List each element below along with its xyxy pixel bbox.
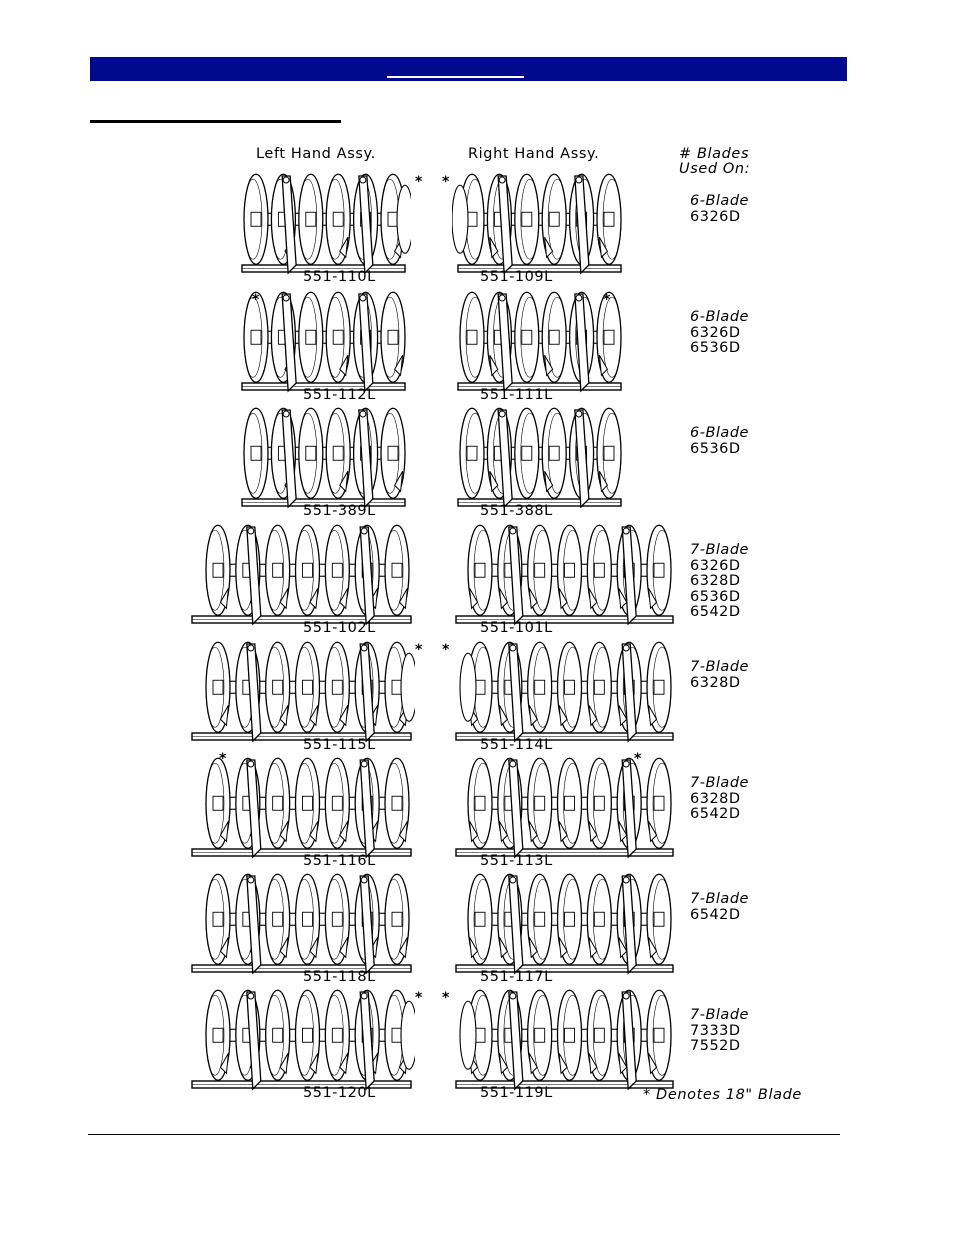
blade-count: 7-Blade bbox=[690, 775, 749, 791]
right-hand-assy-heading: Right Hand Assy. bbox=[468, 146, 600, 162]
used-on-list bbox=[690, 426, 749, 457]
left-part-number: 551-102L bbox=[303, 620, 376, 636]
left-hand-gang-drawing bbox=[236, 172, 411, 277]
model-number: 6328D bbox=[690, 674, 741, 691]
right-hand-gang-drawing bbox=[452, 172, 627, 277]
eighteen-inch-blade-marker: * bbox=[442, 174, 450, 190]
eighteen-inch-blade-marker: * bbox=[603, 292, 611, 308]
model-number: 6328D bbox=[690, 573, 741, 589]
model-number: 6326D bbox=[690, 208, 741, 225]
right-part-number: 551-101L bbox=[480, 620, 553, 636]
right-hand-gang-drawing bbox=[452, 640, 677, 745]
blade-size-note: * Denotes 18" Blade bbox=[643, 1087, 802, 1103]
model-number: 6326D bbox=[690, 557, 741, 574]
eighteen-inch-blade-marker: * bbox=[442, 990, 450, 1006]
right-part-number: 551-111L bbox=[480, 387, 553, 403]
right-part-number: 551-113L bbox=[480, 853, 553, 869]
left-part-number: 551-110L bbox=[303, 269, 376, 285]
model-number: 6326D bbox=[690, 324, 741, 341]
left-part-number: 551-120L bbox=[303, 1085, 376, 1101]
used-on-list bbox=[690, 1008, 749, 1055]
model-number: 6536D bbox=[690, 440, 741, 457]
model-number: 6542D bbox=[690, 806, 741, 822]
left-part-number: 551-116L bbox=[303, 853, 376, 869]
left-hand-gang-drawing bbox=[236, 290, 411, 395]
model-number: 6542D bbox=[690, 604, 741, 620]
left-hand-gang-drawing bbox=[190, 756, 415, 861]
blades-heading: # Blades bbox=[679, 146, 750, 162]
model-number: 7333D bbox=[690, 1022, 741, 1039]
right-part-number: 551-117L bbox=[480, 969, 553, 985]
eighteen-inch-blade-marker: * bbox=[415, 990, 423, 1006]
right-hand-gang-drawing bbox=[452, 406, 627, 511]
blade-count: 6-Blade bbox=[690, 193, 749, 209]
model-number: 7552D bbox=[690, 1038, 741, 1054]
left-hand-gang-drawing bbox=[190, 640, 415, 745]
blade-count: 6-Blade bbox=[690, 309, 749, 325]
right-part-number: 551-109L bbox=[480, 269, 553, 285]
left-part-number: 551-118L bbox=[303, 969, 376, 985]
footer-rule bbox=[88, 1134, 840, 1135]
eighteen-inch-blade-marker: * bbox=[415, 642, 423, 658]
right-part-number: 551-114L bbox=[480, 737, 553, 753]
blade-count: 7-Blade bbox=[690, 659, 749, 675]
right-hand-gang-drawing bbox=[452, 756, 677, 861]
model-number: 6542D bbox=[690, 906, 741, 923]
right-hand-gang-drawing bbox=[452, 988, 677, 1093]
blade-count: 7-Blade bbox=[690, 891, 749, 907]
model-number: 6536D bbox=[690, 340, 741, 356]
right-part-number: 551-388L bbox=[480, 503, 553, 519]
eighteen-inch-blade-marker: * bbox=[634, 751, 642, 767]
left-part-number: 551-112L bbox=[303, 387, 376, 403]
left-part-number: 551-389L bbox=[303, 503, 376, 519]
eighteen-inch-blade-marker: * bbox=[415, 174, 423, 190]
model-number: 6328D bbox=[690, 790, 741, 807]
blade-count: 7-Blade bbox=[690, 1007, 749, 1023]
used-on-list bbox=[690, 194, 749, 225]
right-part-number: 551-119L bbox=[480, 1085, 553, 1101]
model-number: 6536D bbox=[690, 588, 741, 605]
eighteen-inch-blade-marker: * bbox=[442, 642, 450, 658]
left-hand-gang-drawing bbox=[190, 988, 415, 1093]
right-hand-gang-drawing bbox=[452, 872, 677, 977]
right-hand-gang-drawing bbox=[452, 523, 677, 628]
blade-count: 6-Blade bbox=[690, 425, 749, 441]
left-hand-assy-heading: Left Hand Assy. bbox=[256, 146, 376, 162]
left-part-number: 551-115L bbox=[303, 737, 376, 753]
eighteen-inch-blade-marker: * bbox=[252, 292, 260, 308]
right-hand-gang-drawing bbox=[452, 290, 627, 395]
blade-count: 7-Blade bbox=[690, 542, 749, 558]
left-hand-gang-drawing bbox=[190, 872, 415, 977]
used-on-list bbox=[690, 892, 749, 923]
section-title-rule bbox=[90, 120, 341, 123]
header-underline bbox=[387, 76, 524, 78]
eighteen-inch-blade-marker: * bbox=[219, 751, 227, 767]
used-on-list bbox=[690, 543, 749, 621]
used-on-list bbox=[690, 776, 749, 823]
used-on-list bbox=[690, 660, 749, 691]
left-hand-gang-drawing bbox=[236, 406, 411, 511]
used-on-heading: Used On: bbox=[679, 161, 751, 177]
used-on-list bbox=[690, 310, 749, 357]
left-hand-gang-drawing bbox=[190, 523, 415, 628]
